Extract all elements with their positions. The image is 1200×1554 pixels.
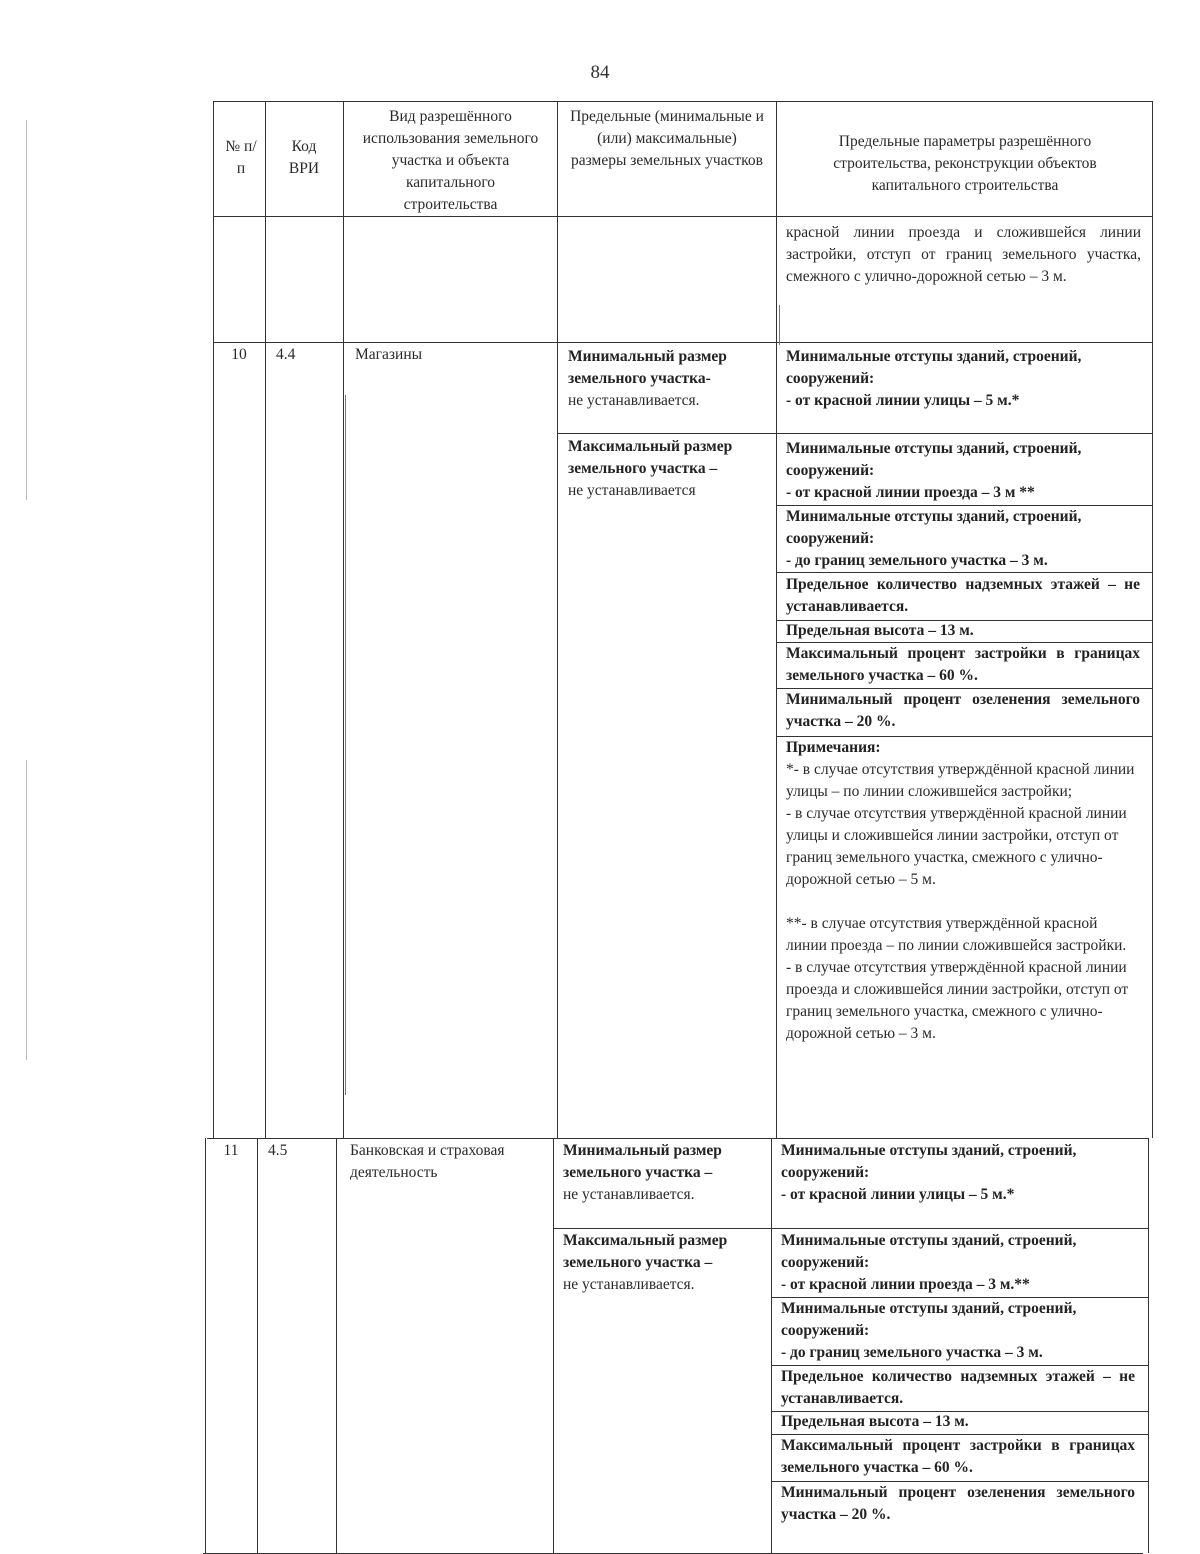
row10-max-size-value: не устанавливается	[568, 482, 696, 499]
col-line-num	[257, 1138, 258, 1553]
row11-param-driveway-setback	[781, 1230, 1135, 1296]
header-col-use: Вид разрешённого использования земельного участка и объекта капитального строительства	[362, 108, 539, 213]
col-line-code	[336, 1138, 337, 1553]
header-col-params: Предельные параметры разрешённого строительства, реконструкции объектов капитального строительства	[833, 133, 1097, 194]
row10-param-street-setback	[786, 346, 1140, 412]
table-border-top	[213, 101, 1153, 102]
row10-max-size	[568, 436, 767, 502]
row10-num: 10	[231, 346, 247, 363]
row11-param-driveway-setback-value: - от красной линии проезда – 3 м.**	[781, 1276, 1030, 1293]
row11-max-size	[563, 1230, 762, 1296]
row11-param-boundary-setback-title: Минимальные отступы зданий, строений, сооружений:	[781, 1300, 1077, 1339]
row10-param-street-setback-title: Минимальные отступы зданий, строений, сооружений:	[786, 348, 1082, 387]
row11-param-building-coverage: Максимальный процент застройки в границах земельного участка – 60 %.	[781, 1437, 1135, 1476]
header-col-code: Код ВРИ	[288, 138, 320, 177]
row10-note: - в случае отсутствия утверждённой красной линии проезда и сложившейся линии застройки, отступ от границ земельного участка, смежного с улично-дорожной сетью – 3 м.	[786, 959, 1129, 1042]
row11-param-boundary-setback-value: - до границ земельного участка – 3 м.	[781, 1344, 1043, 1361]
scan-edge-mark	[26, 760, 27, 1060]
continuation-note: красной линии проезда и сложившейся линии застройки, отступ от границ земельного участка, смежного с улично-дорожной сетью – 3 м.	[786, 224, 1141, 285]
col-line-num	[265, 101, 266, 1138]
row11-param-greening: Минимальный процент озеленения земельного участка – 20 %.	[781, 1484, 1135, 1523]
scan-edge-mark	[26, 120, 27, 500]
row10-note: - в случае отсутствия утверждённой красной линии улицы и сложившейся линии застройки, отступ от границ земельного участка, смежного с улично-дорожной сетью – 5 м.	[786, 805, 1127, 888]
row10-param-height: Предельная высота – 13 м.	[786, 622, 974, 639]
col-line-right	[1152, 101, 1153, 1138]
row10-notes	[786, 737, 1140, 1045]
row10-param-driveway-setback	[786, 438, 1140, 504]
row11-param-driveway-setback-title: Минимальные отступы зданий, строений, сооружений:	[781, 1232, 1077, 1271]
row11-min-size	[563, 1140, 762, 1206]
row10-param-boundary-setback-title: Минимальные отступы зданий, строений, сооружений:	[786, 508, 1082, 547]
col-line-right	[1148, 1138, 1149, 1553]
row10-param-boundary-setback	[786, 506, 1140, 572]
row11-param-street-setback	[781, 1140, 1135, 1206]
row11-min-size-title: Минимальный размер земельного участка –	[563, 1142, 722, 1181]
row10-param-boundary-setback-value: - до границ земельного участка – 3 м.	[786, 552, 1048, 569]
page-number: 84	[590, 62, 610, 83]
row10-size-split	[557, 433, 1152, 434]
row10-name: Магазины	[355, 346, 423, 363]
row10-param-building-coverage: Максимальный процент застройки в границах земельного участка – 60 %.	[786, 645, 1140, 684]
row11-size-split	[553, 1228, 1148, 1229]
row10-max-size-title: Максимальный размер земельного участка –	[568, 438, 733, 477]
row10-min-size-title: Минимальный размер земельного участка-	[568, 348, 727, 387]
scan-artifact-line	[779, 305, 780, 345]
row10-min-size	[568, 346, 767, 412]
row10-bottom-line	[207, 1138, 1149, 1139]
row10-notes-title: Примечания:	[786, 739, 881, 756]
row11-max-size-title: Максимальный размер земельного участка –	[563, 1232, 728, 1271]
row10-param-floors: Предельное количество надземных этажей – не устанавливается.	[786, 576, 1140, 615]
scan-artifact-line	[345, 395, 346, 1095]
row11-code: 4.5	[268, 1142, 288, 1159]
header-col-size: Предельные (минимальные и (или) максимальные) размеры земельных участков	[570, 108, 764, 169]
row11-param-floors: Предельное количество надземных этажей – не устанавливается.	[781, 1368, 1135, 1407]
row11-num: 11	[223, 1142, 239, 1159]
header-col-num: № п/п	[225, 138, 257, 177]
col-line-left	[205, 1138, 206, 1553]
row10-param-line	[776, 572, 1152, 573]
row10-param-driveway-setback-value: - от красной линии проезда – 3 м **	[786, 484, 1035, 501]
row10-note: **- в случае отсутствия утверждённой красной линии проезда – по линии сложившейся застройки.	[786, 915, 1127, 954]
row10-code: 4.4	[276, 346, 296, 363]
row10-param-greening: Минимальный процент озеленения земельного участка – 20 %.	[786, 691, 1140, 730]
col-line-code	[343, 101, 344, 1138]
col-line-size	[771, 1138, 772, 1553]
row10-min-size-value: не устанавливается.	[568, 392, 700, 409]
row11-param-height: Предельная высота – 13 м.	[781, 1413, 969, 1430]
header-bottom-line	[213, 216, 1153, 217]
row11-max-size-value: не устанавливается.	[563, 1276, 695, 1293]
row11-name: Банковская и страховая деятельность	[350, 1142, 505, 1181]
col-line-left	[213, 101, 214, 1138]
continuation-bottom-line	[213, 342, 1153, 343]
row11-param-street-setback-value: - от красной линии улицы – 5 м.*	[781, 1186, 1015, 1203]
row10-note: *- в случае отсутствия утверждённой красной линии улицы – по линии сложившейся застройки;	[786, 761, 1135, 800]
col-line-use	[557, 101, 558, 1138]
row10-param-street-setback-value: - от красной линии улицы – 5 м.*	[786, 392, 1020, 409]
row11-min-size-value: не устанавливается.	[563, 1186, 695, 1203]
row10-param-driveway-setback-title: Минимальные отступы зданий, строений, сооружений:	[786, 440, 1082, 479]
col-line-use	[553, 1138, 554, 1553]
row11-param-boundary-setback	[781, 1298, 1135, 1364]
row11-param-street-setback-title: Минимальные отступы зданий, строений, сооружений:	[781, 1142, 1077, 1181]
